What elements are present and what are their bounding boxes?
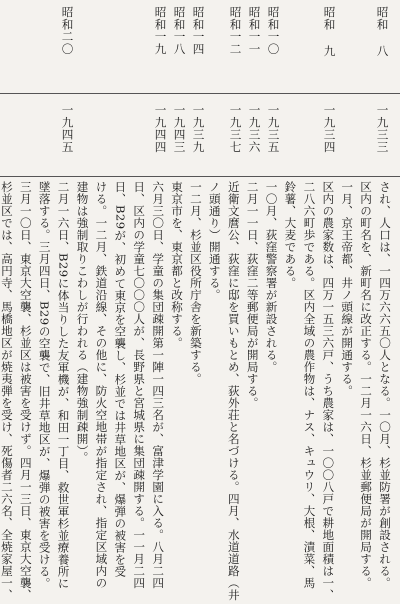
western-year: 一九三七 [228,104,243,153]
event-line: 鈴薯、大麦である。 [283,181,298,289]
event-line: 日、区内の学童七〇〇〇人が、長野県と宮城県に集団疎開する。一一月二四 [132,181,147,589]
event-line: され、人口は、一四万六六五〇人となる。一〇月、杉並防署が創設される。 [378,181,392,589]
event-line: 東京市を、東京都と改称する。 [170,181,185,349]
era-year: 昭和一四 [191,6,206,55]
event-line: 区内の町名を、新町名に改正する。一二月一六日、杉並郵便局が開局する。 [359,181,374,589]
event-line: ノ頭通り）開通する。 [207,181,222,301]
event-line: 近衛文麿公、荻窪に邸を買いもとめ、荻外荘と名づける。四月、水道道路（井 [226,181,241,601]
era-year: 昭和一二 [228,6,243,55]
divider-west-body [0,176,400,177]
event-line: ける。一二月、鉄道沿線、その他に、防火空地帯が指定され、指定区域内の [94,181,109,589]
western-year: 一九三九 [191,104,206,153]
event-line: 杉並区では、高円寺、馬橋地区が焼夷弾を受け、死傷者二六名、全焼家屋一、 [0,181,14,601]
event-line: 日、B29が、初めて東京を空襲し、杉並では井草地区が、爆弾の被害を受 [113,181,128,578]
event-line: 三月一〇日、東京大空襲、杉並区は被害を受けず。四月一三日、東京大空襲、 [18,181,33,601]
event-line: 六月三〇日、学童の集団疎開第一陣一四三名が、富津学園に入る。八月二四 [151,181,166,589]
era-year: 昭和 八 [375,6,390,58]
western-year: 一九四五 [60,104,75,153]
era-year: 昭和一〇 [266,6,281,55]
era-year: 昭和一九 [153,6,168,55]
western-year: 一九三六 [247,104,262,153]
era-year: 昭和一八 [172,6,187,55]
era-year: 昭和 九 [322,6,337,58]
event-line: 区内の農家数は、四万一五三六戸、うち農家は、一〇〇八戸で耕地面積は一、 [321,181,336,601]
western-year: 一九四四 [153,104,168,153]
western-year: 一九三四 [322,104,337,153]
western-year: 一九三五 [266,104,281,153]
event-text-block [0,181,394,601]
western-year: 一九三三 [375,104,390,153]
event-line: 二月一一日、荻窪二等郵便局が開局する。 [245,181,260,409]
era-year: 昭和二〇 [60,6,75,55]
event-line: 一〇月、荻窪警察署が新設される。 [264,181,279,373]
event-line: 建物は強制取りこわしが行われる（建物強制疎開）。 [75,181,90,464]
event-line: 一二月、杉並区役所庁舎を新築する。 [188,181,203,385]
event-line: 二月一六日、B29に体当りした友軍機が、和田一丁目、救世軍杉並療養所に [56,181,71,590]
event-line: 墜落する。三月四日、B29の空襲で、旧井草地区が、爆弾の被害を受ける。 [37,181,52,590]
western-year: 一九四三 [172,104,187,153]
divider-era-west [0,93,400,94]
event-line: 一月、京王帝都、井ノ頭線が開通する。 [340,181,355,397]
era-year: 昭和一一 [247,6,262,55]
event-line: 二八六町歩である。区内全域の農作物は、ナス、キュウリ、大根、漬菜、馬 [302,181,317,589]
